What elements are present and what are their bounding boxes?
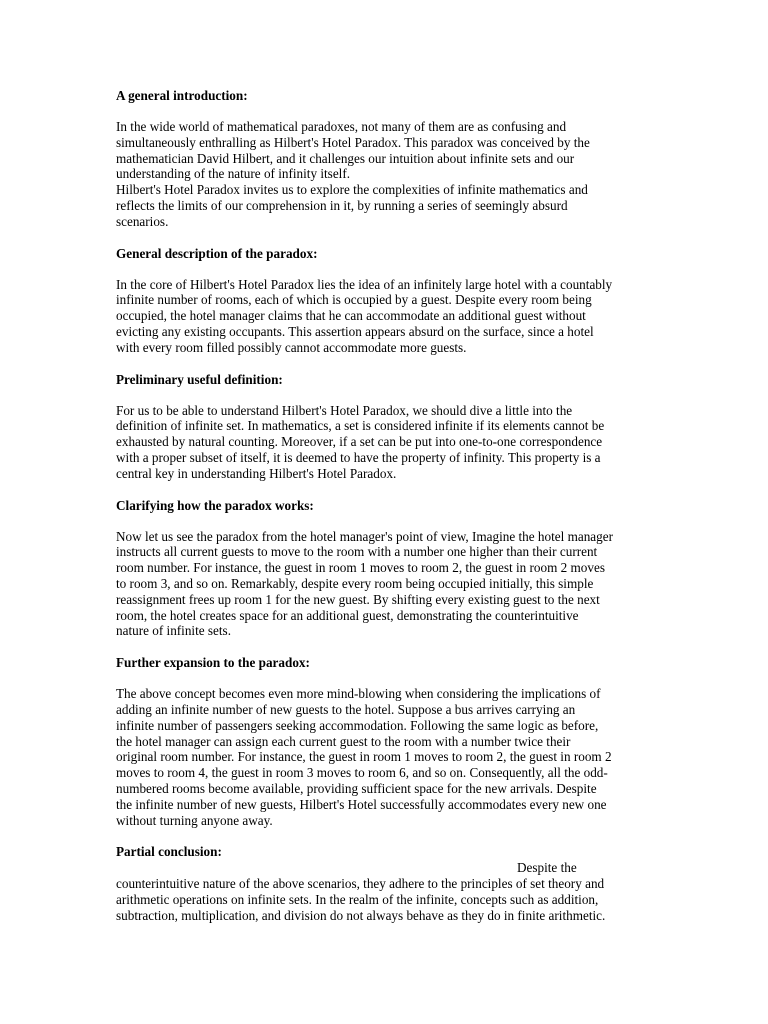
paragraph-line: instructs all current guests to move to the room with a number one higher than their current xyxy=(116,544,598,560)
paragraph-line: In the core of Hilbert's Hotel Paradox lies the idea of an infinitely large hotel with a countably xyxy=(116,276,613,292)
paragraph-line: with a proper subset of itself, it is deemed to have the property of infinity. This property is a xyxy=(116,449,601,465)
paragraph-line: infinite number of rooms, each of which is occupied by a guest. Despite every room being xyxy=(116,292,592,308)
paragraph-line: arithmetic operations on infinite sets. In the realm of the infinite, concepts such as addition, xyxy=(116,891,599,907)
paragraph-line: evicting any existing occupants. This assertion appears absurd on the surface, since a hotel xyxy=(116,323,594,339)
paragraph-line: occupied, the hotel manager claims that he can accommodate an additional guest without xyxy=(116,308,586,324)
paragraph-line: understanding of the nature of infinity itself. xyxy=(116,166,351,182)
section-heading: Clarifying how the paradox works: xyxy=(116,497,314,513)
section-clarifying xyxy=(116,498,646,640)
paragraph-line: reflects the limits of our comprehension in it, by running a series of seemingly absurd xyxy=(116,197,568,213)
paragraph-line: the infinite number of new guests, Hilbert's Hotel successfully accommodates every new one xyxy=(116,796,607,812)
paragraph-line: numbered rooms become available, providing sufficient space for the new arrivals. Despite xyxy=(116,780,597,796)
paragraph-line: Now let us see the paradox from the hotel manager's point of view, Imagine the hotel manager xyxy=(116,528,613,544)
paragraph-line: definition of infinite set. In mathematics, a set is considered infinite if its elements cannot be xyxy=(116,418,605,434)
paragraph-line: In the wide world of mathematical paradoxes, not many of them are as confusing and xyxy=(116,119,567,134)
paragraph-line: The above concept becomes even more mind-blowing when considering the implications of xyxy=(116,686,601,702)
paragraph-line: room, the hotel creates space for an additional guest, demonstrating the counterintuitive xyxy=(116,607,579,623)
paragraph-line: to room 3, and so on. Remarkably, despite every room being occupied initially, this simple xyxy=(116,575,594,591)
paragraph-line: moves to room 4, the guest in room 3 moves to room 6, and so on. Consequently, all the odd- xyxy=(116,765,608,781)
paragraph-line: infinite number of passengers seeking accommodation. Following the same logic as before, xyxy=(116,717,599,733)
paragraph-line: the hotel manager can assign each current guest to the room with a number twice their xyxy=(116,733,571,749)
paragraph-line: mathematician David Hilbert, and it challenges our intuition about infinite sets and our xyxy=(116,150,575,166)
paragraph-line: central key in understanding Hilbert's Hotel Paradox. xyxy=(116,465,397,481)
section-heading: A general introduction: xyxy=(116,88,248,103)
section-heading: Partial conclusion: xyxy=(116,844,222,860)
section-paragraph xyxy=(116,529,646,640)
section-partial-conclusion xyxy=(116,844,646,923)
paragraph-line: exhausted by natural counting. Moreover, if a set can be put into one-to-one correspondence xyxy=(116,434,603,450)
paragraph-line: without turning anyone away. xyxy=(116,812,273,828)
section-further-expansion xyxy=(116,655,646,828)
paragraph-line: For us to be able to understand Hilbert's Hotel Paradox, we should dive a little into the xyxy=(116,402,573,418)
paragraph-line: nature of infinite sets. xyxy=(116,623,231,639)
paragraph-line: adding an infinite number of new guests to the hotel. Suppose a bus arrives carrying an xyxy=(116,701,576,717)
section-general-description xyxy=(116,246,646,356)
document-page xyxy=(116,88,646,923)
paragraph-line: room number. For instance, the guest in room 1 moves to room 2, the guest in room 2 moves xyxy=(116,560,605,576)
section-preliminary-definition xyxy=(116,372,646,482)
section-heading: Further expansion to the paradox: xyxy=(116,655,310,671)
paragraph-line: simultaneously enthralling as Hilbert's Hotel Paradox. This paradox was conceived by the xyxy=(116,134,590,150)
section-introduction xyxy=(116,88,646,230)
paragraph-line: subtraction, multiplication, and division do not always behave as they do in finite arithmetic. xyxy=(116,907,606,923)
section-paragraph xyxy=(116,860,646,923)
paragraph-line: with every room filled possibly cannot accommodate more guests. xyxy=(116,339,467,355)
section-paragraph xyxy=(116,686,646,828)
paragraph-line: scenarios. xyxy=(116,213,169,229)
section-paragraph xyxy=(116,119,646,230)
paragraph-line: original room number. For instance, the guest in room 1 moves to room 2, the guest in room 2 xyxy=(116,749,612,765)
section-paragraph xyxy=(116,403,646,482)
paragraph-line: Despite the xyxy=(517,860,577,876)
paragraph-line: counterintuitive nature of the above scenarios, they adhere to the principles of set theory and xyxy=(116,876,605,892)
section-heading: Preliminary useful definition: xyxy=(116,371,283,387)
paragraph-line: reassignment frees up room 1 for the new guest. By shifting every existing guest to the next xyxy=(116,591,600,607)
paragraph-line: Hilbert's Hotel Paradox invites us to explore the complexities of infinite mathematics and xyxy=(116,182,588,198)
section-heading: General description of the paradox: xyxy=(116,245,318,261)
section-paragraph xyxy=(116,277,646,356)
